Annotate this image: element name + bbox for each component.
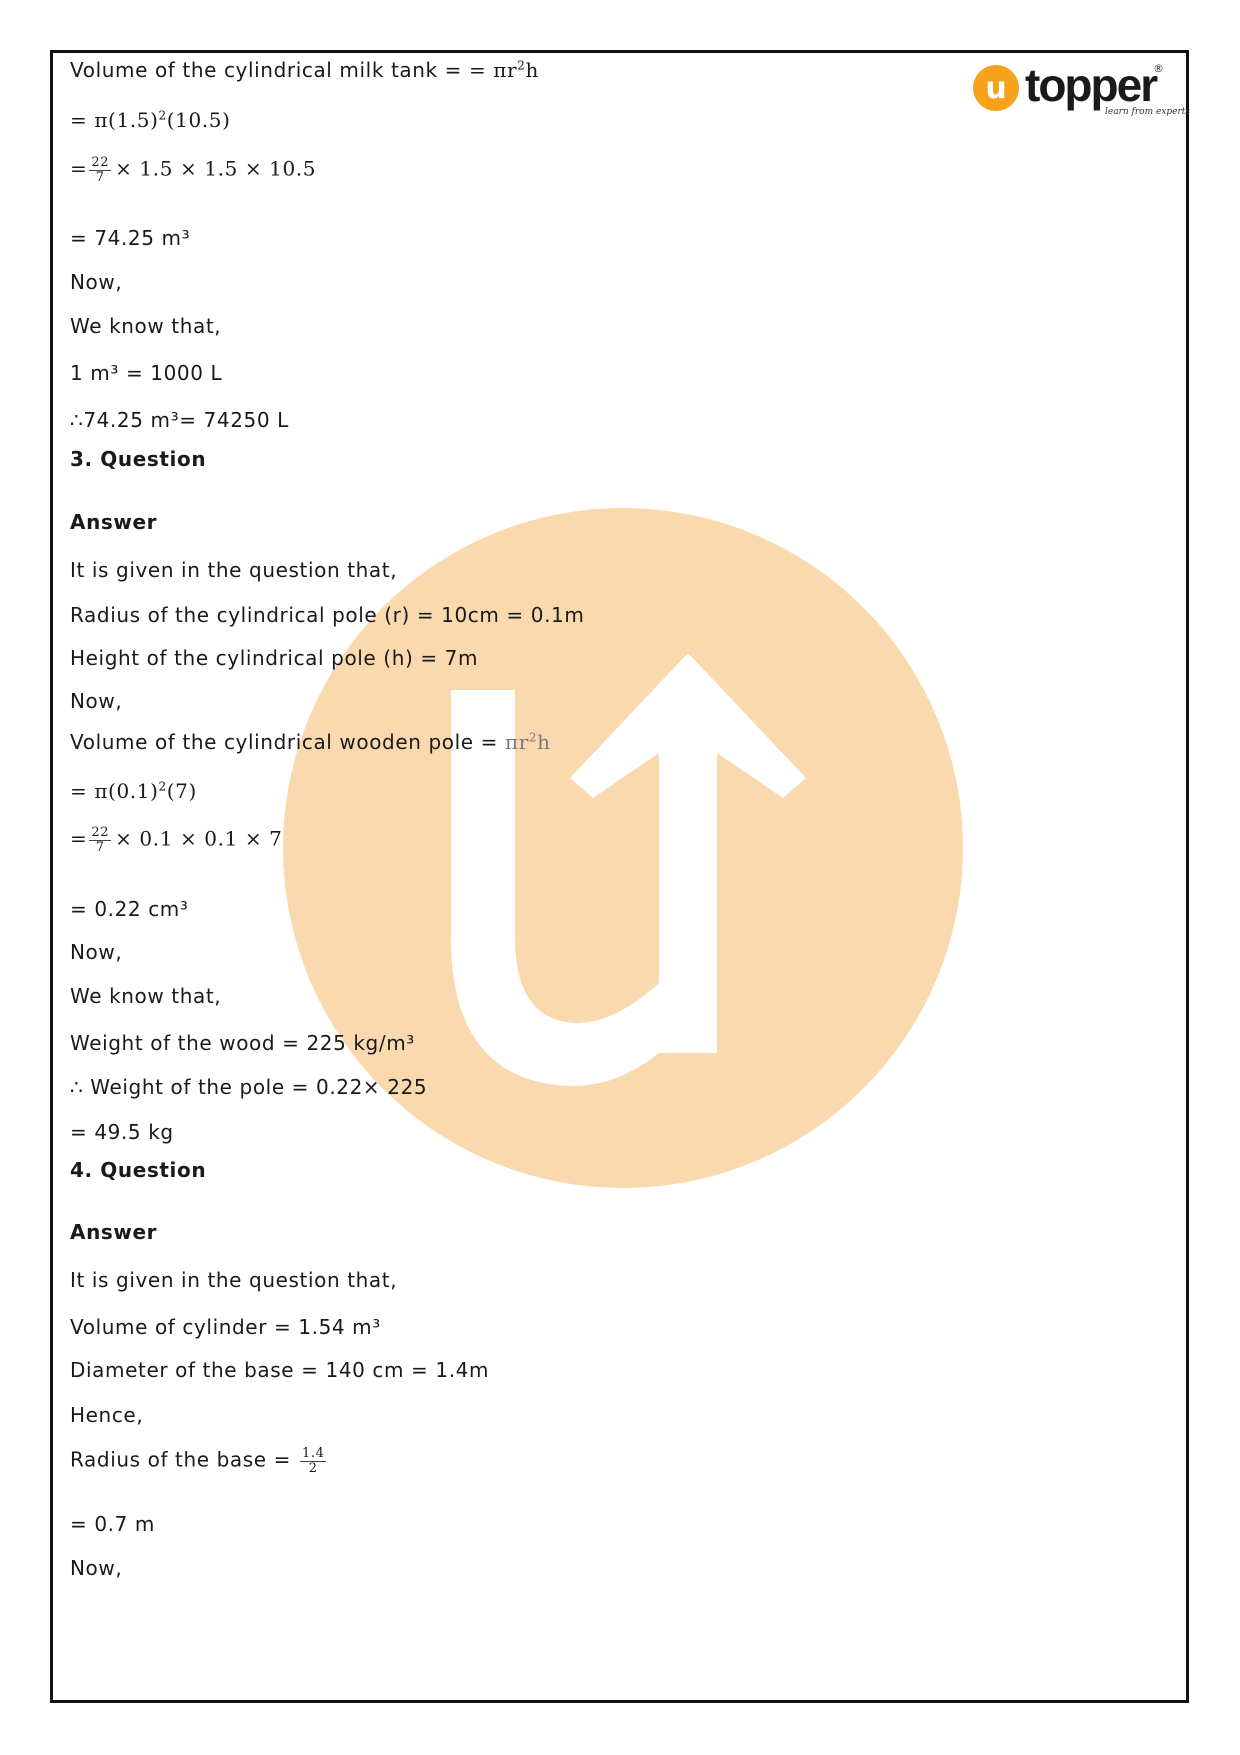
math: πr [504,730,529,754]
milk-tank-calculation [70,156,316,184]
math: × 1.5 × 1.5 × 10.5 [115,156,317,181]
base-radius-formula [70,1447,330,1475]
text-line: Now, [70,940,123,964]
pole-weight-calculation: ∴ Weight of the pole = 0.22× 225 [70,1075,428,1099]
math: = π(0.1) [70,779,159,803]
text: Volume of the cylindrical wooden pole = [70,730,505,754]
numerator: 22 [91,825,110,840]
pole-volume-result: = 0.22 cm³ [70,897,189,921]
math: (10.5) [166,108,231,132]
denominator: 2 [308,1460,318,1476]
milk-tank-result: = 74.25 m³ [70,226,191,250]
milk-tank-volume-formula [70,58,539,82]
fraction [300,1447,326,1475]
math: = π(1.5) [70,108,159,132]
logo-tagline: learn from experts [1105,107,1191,117]
pole-radius: Radius of the cylindrical pole (r) = 10cm = 0.1m [70,603,585,627]
denominator: 7 [95,169,105,185]
text-line: We know that, [70,984,222,1008]
numerator: 1.4 [301,1446,325,1461]
pole-height: Height of the cylindrical pole (h) = 7m [70,646,479,670]
equals-sign: = [70,826,88,851]
topper-logo-mark: u [973,65,1019,111]
pole-calculation [70,826,283,854]
base-radius-result: = 0.7 m [70,1512,155,1536]
topper-logo-word: topper [1025,59,1157,111]
denominator: 7 [95,839,105,855]
math: h [525,58,539,82]
cylinder-volume: Volume of cylinder = 1.54 m³ [70,1315,381,1339]
answer-3-heading: Answer [70,510,158,534]
pole-substitution [70,779,197,803]
answer-4-heading: Answer [70,1220,158,1244]
text-line: Hence, [70,1403,144,1427]
equals-sign: = [70,156,88,181]
fraction [89,156,111,184]
wood-weight: Weight of the wood = 225 kg/m³ [70,1031,415,1055]
milk-tank-litres: ∴74.25 m³= 74250 L [70,408,289,432]
text-line: It is given in the question that, [70,1268,398,1292]
text-line: Now, [70,270,123,294]
text-line: Now, [70,689,123,713]
text-line: Now, [70,1556,123,1580]
question-4-heading: 4. Question [70,1158,207,1182]
text: Volume of the cylindrical milk tank = [70,58,469,82]
base-diameter: Diameter of the base = 140 cm = 1.4m [70,1358,490,1382]
text-line: It is given in the question that, [70,558,398,582]
milk-tank-substitution [70,108,230,132]
question-3-heading: 3. Question [70,447,207,471]
math: = πr [468,58,518,82]
fraction [89,826,111,854]
text-line: We know that, [70,314,222,338]
pole-weight-result: = 49.5 kg [70,1120,174,1144]
unit-conversion: 1 m³ = 1000 L [70,361,223,385]
topper-logo [973,59,1191,130]
exponent: 2 [158,779,167,794]
numerator: 22 [91,155,110,170]
exponent: 2 [528,730,538,745]
math: (7) [166,779,197,803]
exponent: 2 [517,58,526,73]
math: × 0.1 × 0.1 × 7 [115,826,283,851]
exponent: 2 [158,108,167,123]
text: Radius of the base = [70,1447,298,1472]
pole-volume-formula [70,730,551,754]
math: h [537,730,551,754]
registered-mark: ® [1153,62,1164,75]
